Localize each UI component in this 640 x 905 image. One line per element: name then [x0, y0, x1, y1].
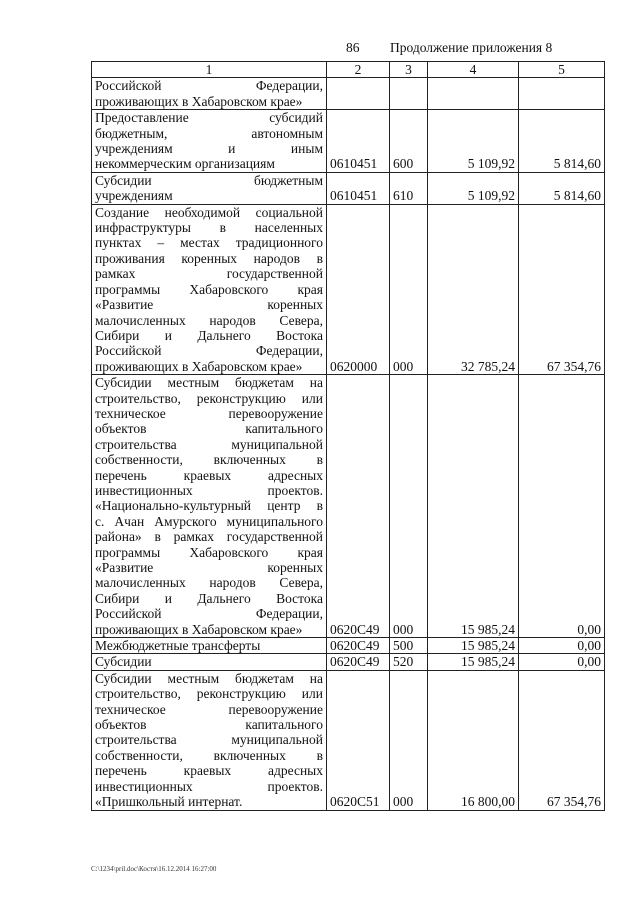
expense-name-cell [92, 204, 327, 374]
expense-name-line: собственности, включенных в [95, 747, 323, 763]
target-article-code: 0620С49 [327, 654, 390, 670]
expense-name-line: проживающих в Хабаровском крае» [95, 358, 303, 374]
column-number: 4 [428, 62, 519, 78]
expense-name-line: «Развитие коренных [95, 560, 323, 575]
amount-year-1: 15 985,24 [428, 375, 519, 638]
expense-name-line: Сибири и Дальнего Востока [95, 327, 323, 343]
table-row [92, 375, 605, 638]
expense-type-code: 000 [390, 204, 428, 374]
target-article-code [327, 78, 390, 110]
expense-type-code: 600 [390, 110, 428, 173]
target-article-code: 0610451 [327, 110, 390, 173]
expense-name-line: собственности, включенных в [95, 452, 323, 468]
expense-type-code: 000 [390, 670, 428, 810]
amount-year-2: 5 814,60 [519, 110, 605, 173]
expense-name-line: «Развитие коренных [95, 297, 323, 313]
amount-year-1: 5 109,92 [428, 110, 519, 173]
expense-type-code: 610 [390, 172, 428, 204]
expense-name-line: строительство, реконструкцию или [95, 686, 323, 702]
amount-year-2 [519, 78, 605, 110]
amount-year-1 [428, 78, 519, 110]
expense-name-line: с. Ачан Амурского муниципального [95, 513, 323, 529]
expense-name-line: Сибири и Дальнего Востока [95, 590, 323, 606]
expense-name-cell [92, 654, 327, 670]
expense-name-line: малочисленных народов Севера, [95, 312, 323, 328]
expense-name-line: «Национально-культурный центр в [95, 498, 323, 514]
target-article-code: 0620С51 [327, 670, 390, 810]
expense-type-code: 520 [390, 654, 428, 670]
amount-year-1: 15 985,24 [428, 638, 519, 654]
amount-year-2: 0,00 [519, 638, 605, 654]
expense-type-code [390, 78, 428, 110]
expense-name-line: инвестиционных проектов. [95, 778, 323, 794]
expense-name-line: Создание необходимой социальной [95, 204, 323, 220]
expense-name-line: «Пришкольный интернат. [95, 794, 243, 810]
table-row [92, 654, 605, 670]
column-number-row [92, 62, 605, 78]
amount-year-2: 67 354,76 [519, 204, 605, 374]
expense-name-line: Субсидии бюджетным [95, 172, 323, 188]
file-path-footer: C:\1234\pril.doc\Костя\16.12.2014 16:27:00 [91, 865, 217, 873]
budget-table [91, 61, 605, 811]
expense-name-line: строительства муниципальной [95, 732, 323, 748]
amount-year-1: 32 785,24 [428, 204, 519, 374]
target-article-code: 0620С49 [327, 638, 390, 654]
expense-name-line: Межбюджетные трансферты [95, 638, 261, 654]
expense-name-cell [92, 638, 327, 654]
expense-name-line: Российской Федерации, [95, 343, 323, 359]
expense-name-line: строительство, реконструкцию или [95, 390, 323, 406]
expense-name-line: некоммерческим организациям [95, 156, 275, 172]
expense-name-line: проживающих в Хабаровском крае» [95, 621, 303, 637]
table-row [92, 110, 605, 173]
table-row [92, 638, 605, 654]
target-article-code: 0620С49 [327, 375, 390, 638]
expense-name-line: малочисленных народов Севера, [95, 575, 323, 591]
expense-name-line: района» в рамках государственной [95, 529, 323, 545]
amount-year-1: 5 109,92 [428, 172, 519, 204]
expense-name-line: инфраструктуры в населенных [95, 220, 323, 236]
expense-name-line: Субсидии местным бюджетам на [95, 375, 323, 391]
expense-name-line: проживающих в Хабаровском крае» [95, 93, 303, 109]
expense-name-line: Российской Федерации, [95, 606, 323, 622]
expense-name-line: учреждениям [95, 188, 173, 204]
expense-name-cell [92, 110, 327, 173]
expense-name-cell [92, 375, 327, 638]
expense-name-line: объектов капитального [95, 421, 323, 437]
page-number: 86 [346, 40, 360, 55]
amount-year-2: 0,00 [519, 375, 605, 638]
expense-type-code: 500 [390, 638, 428, 654]
expense-name-line: программы Хабаровского края [95, 544, 323, 560]
table-row [92, 204, 605, 374]
amount-year-1: 16 800,00 [428, 670, 519, 810]
expense-name-cell [92, 670, 327, 810]
expense-name-line: пунктах – местах традиционного [95, 235, 323, 251]
expense-type-code: 000 [390, 375, 428, 638]
expense-name-cell [92, 172, 327, 204]
expense-name-line: перечень краевых адресных [95, 467, 323, 483]
amount-year-2: 5 814,60 [519, 172, 605, 204]
column-number: 1 [92, 62, 327, 78]
table-row [92, 670, 605, 810]
expense-name-line: рамках государственной [95, 266, 323, 282]
expense-name-cell [92, 78, 327, 110]
expense-name-line: техническое перевооружение [95, 405, 323, 421]
table-row [92, 172, 605, 204]
column-number: 5 [519, 62, 605, 78]
expense-name-line: техническое перевооружение [95, 701, 323, 717]
expense-name-line: учреждениям и иным [95, 141, 323, 157]
expense-name-line: инвестиционных проектов. [95, 482, 323, 498]
table-row [92, 78, 605, 110]
amount-year-2: 0,00 [519, 654, 605, 670]
expense-name-line: проживания коренных народов в [95, 250, 323, 266]
column-number: 3 [390, 62, 428, 78]
expense-name-line: перечень краевых адресных [95, 763, 323, 779]
amount-year-2: 67 354,76 [519, 670, 605, 810]
expense-name-line: бюджетным, автономным [95, 125, 323, 141]
expense-name-line: строительства муниципальной [95, 436, 323, 452]
expense-name-line: Субсидии [95, 654, 152, 670]
expense-name-line: объектов капитального [95, 717, 323, 733]
expense-name-line: Субсидии местным бюджетам на [95, 670, 323, 686]
target-article-code: 0620000 [327, 204, 390, 374]
expense-name-line: Предоставление субсидий [95, 110, 323, 126]
expense-name-line: Российской Федерации, [95, 78, 323, 94]
page-header [346, 40, 552, 56]
column-number: 2 [327, 62, 390, 78]
expense-name-line: программы Хабаровского края [95, 281, 323, 297]
target-article-code: 0610451 [327, 172, 390, 204]
amount-year-1: 15 985,24 [428, 654, 519, 670]
continuation-caption: Продолжение приложения 8 [390, 40, 553, 55]
